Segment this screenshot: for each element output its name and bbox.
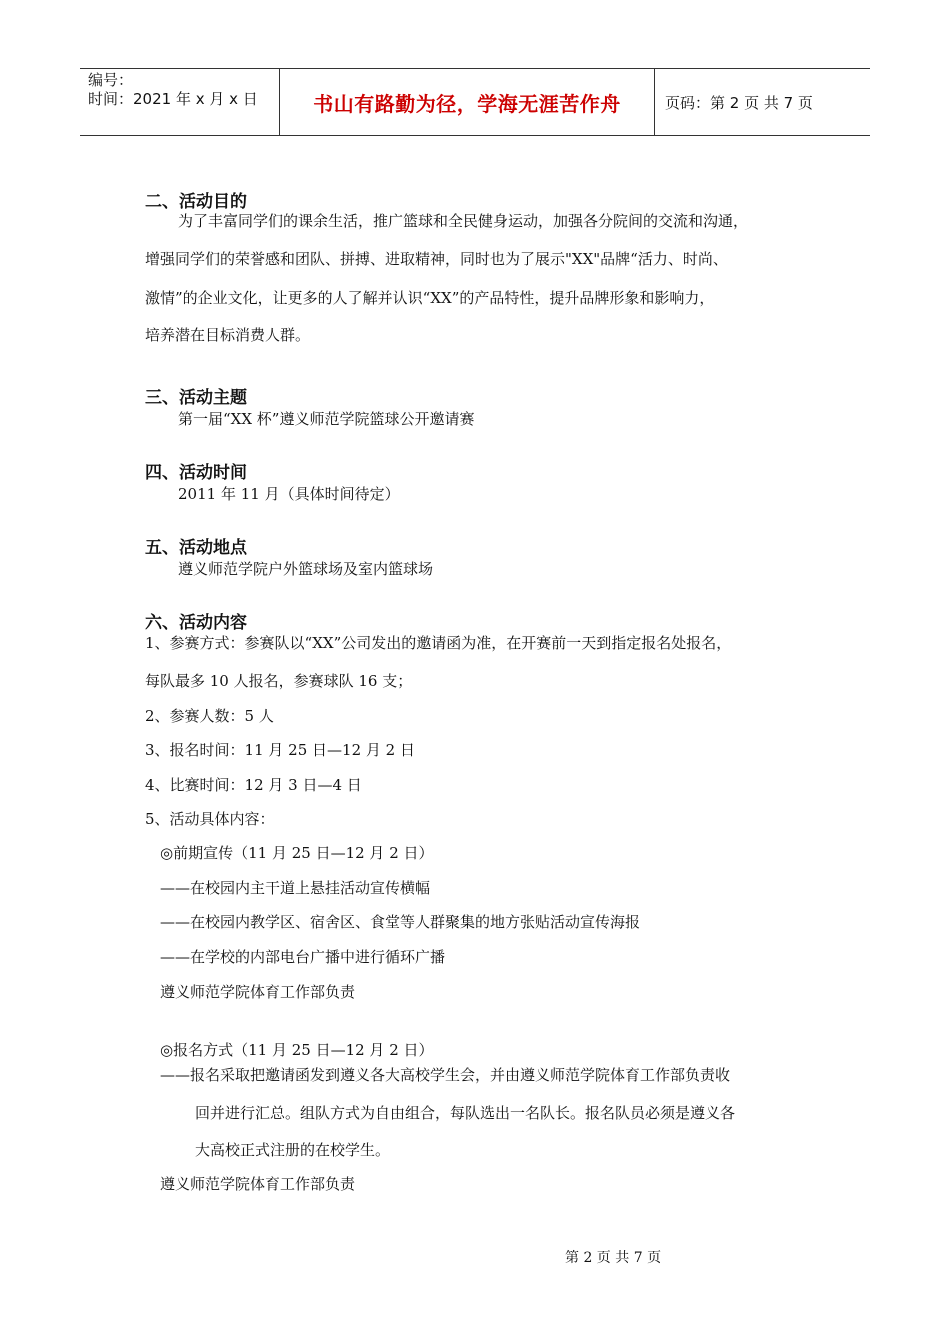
date-label: 时间：2021 年 x 月 x 日 xyxy=(88,90,258,108)
content-line-1: 1、参赛方式：参赛队以“XX”公司发出的邀请函为准，在开赛前一天到指定报名处报名， xyxy=(145,634,732,652)
purpose-line-4: 培养潜在目标消费人群。 xyxy=(145,326,311,344)
signup-line-2: 回并进行汇总。组队方式为自由组合，每队选出一名队长。报名队员必须是遵义各 xyxy=(195,1104,736,1122)
purpose-line-1: 为了丰富同学们的课余生活，推广篮球和全民健身运动，加强各分院间的交流和沟通， xyxy=(178,212,749,230)
content-line-4: 3、报名时间：11 月 25 日—12 月 2 日 xyxy=(145,741,415,759)
section-title-time: 四、活动时间 xyxy=(145,463,247,483)
purpose-line-2: 增强同学们的荣誉感和团队、拼搏、进取精神，同时也为了展示"XX"品牌“活力、时尚、 xyxy=(145,250,728,268)
section-title-purpose: 二、活动目的 xyxy=(145,192,247,212)
content-line-3: 2、参赛人数：5 人 xyxy=(145,707,274,725)
promo-owner: 遵义师范学院体育工作部负责 xyxy=(160,983,356,1001)
promo-item-2: ——在校园内教学区、宿舍区、食堂等人群聚集的地方张贴活动宣传海报 xyxy=(160,913,641,931)
header-page-info: 页码：第 2 页 共 7 页 xyxy=(665,93,813,112)
promo-title: ◎前期宣传（11 月 25 日—12 月 2 日） xyxy=(160,844,434,862)
content-line-5: 4、比赛时间：12 月 3 日—4 日 xyxy=(145,776,362,794)
theme-text: 第一届“XX 杯”遵义师范学院篮球公开邀请赛 xyxy=(178,410,475,428)
section-title-content: 六、活动内容 xyxy=(145,613,247,633)
page-footer: 第 2 页 共 7 页 xyxy=(565,1250,662,1266)
venue-text: 遵义师范学院户外篮球场及室内篮球场 xyxy=(178,560,434,578)
purpose-line-3: 激情”的企业文化，让更多的人了解并认识“XX”的产品特性，提升品牌形象和影响力， xyxy=(145,289,715,307)
signup-title: ◎报名方式（11 月 25 日—12 月 2 日） xyxy=(160,1041,434,1059)
number-label: 编号： xyxy=(88,71,134,89)
promo-item-1: ——在校园内主干道上悬挂活动宣传横幅 xyxy=(160,879,431,897)
signup-line-3: 大高校正式注册的在校学生。 xyxy=(195,1141,391,1159)
section-title-theme: 三、活动主题 xyxy=(145,388,247,408)
signup-owner: 遵义师范学院体育工作部负责 xyxy=(160,1175,356,1193)
content-line-2: 每队最多 10 人报名，参赛球队 16 支； xyxy=(145,672,413,690)
time-text: 2011 年 11 月（具体时间待定） xyxy=(178,485,400,503)
page-header xyxy=(80,68,870,136)
signup-line-1: ——报名采取把邀请函发到遵义各大高校学生会，并由遵义师范学院体育工作部负责收 xyxy=(160,1066,731,1084)
content-line-6: 5、活动具体内容： xyxy=(145,810,275,828)
section-title-venue: 五、活动地点 xyxy=(145,538,247,558)
header-motto: 书山有路勤为径，学海无涯苦作舟 xyxy=(280,69,655,135)
header-meta xyxy=(80,69,280,135)
promo-item-3: ——在学校的内部电台广播中进行循环广播 xyxy=(160,948,446,966)
